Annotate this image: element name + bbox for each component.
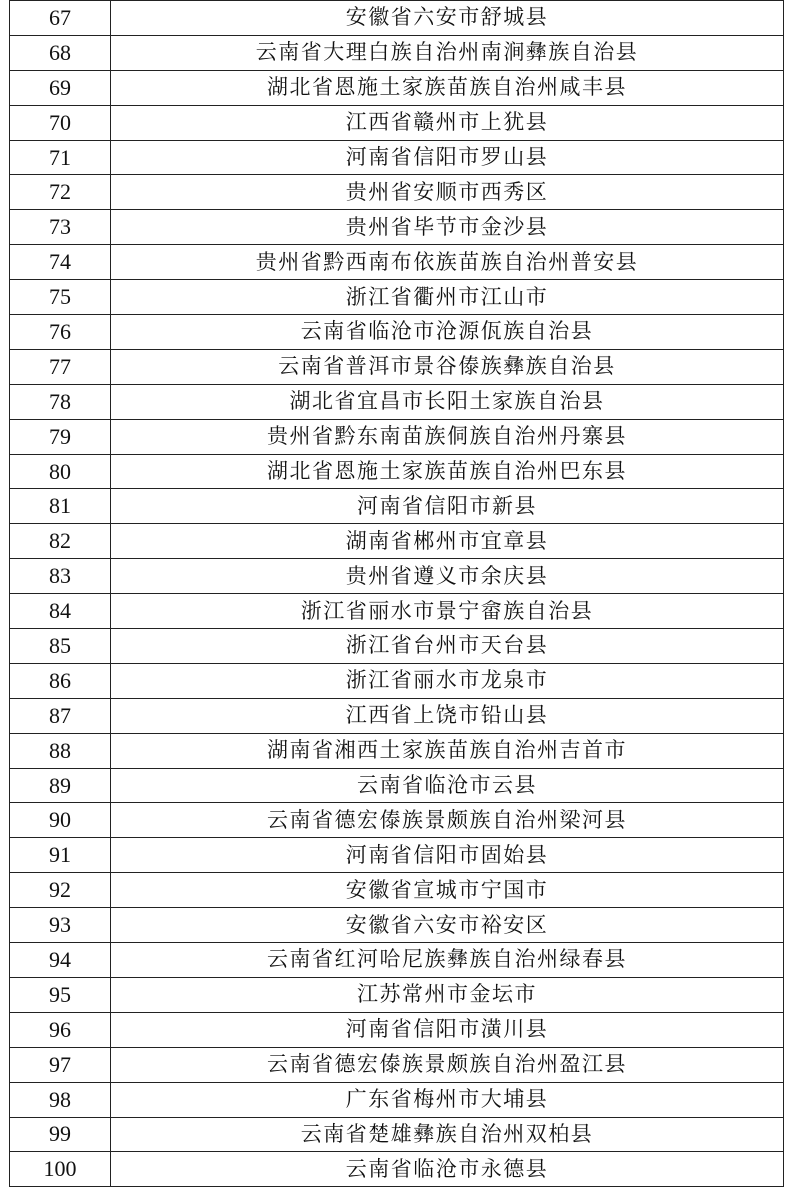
row-number: 71: [10, 140, 111, 175]
county-name: 安徽省宣城市宁国市: [111, 873, 784, 908]
table-row: [10, 349, 784, 384]
county-name: 河南省信阳市潢川县: [111, 1012, 784, 1047]
row-number: 99: [10, 1117, 111, 1152]
row-number: 69: [10, 70, 111, 105]
county-name: 云南省临沧市云县: [111, 768, 784, 803]
row-number: 98: [10, 1082, 111, 1117]
county-name: 浙江省衢州市江山市: [111, 280, 784, 315]
county-name: 贵州省黔西南布依族苗族自治州普安县: [111, 245, 784, 280]
county-list-body: [10, 1, 784, 1187]
row-number: 85: [10, 629, 111, 664]
table-row: [10, 803, 784, 838]
table-row: [10, 245, 784, 280]
county-list-table: [9, 0, 784, 1187]
county-name: 广东省梅州市大埔县: [111, 1082, 784, 1117]
table-row: [10, 838, 784, 873]
row-number: 77: [10, 349, 111, 384]
table-row: [10, 873, 784, 908]
row-number: 73: [10, 210, 111, 245]
row-number: 68: [10, 35, 111, 70]
county-list-page: [9, 0, 784, 1187]
table-row: [10, 70, 784, 105]
table-row: [10, 559, 784, 594]
row-number: 81: [10, 489, 111, 524]
county-name: 湖北省宜昌市长阳土家族自治县: [111, 384, 784, 419]
row-number: 95: [10, 977, 111, 1012]
table-row: [10, 1082, 784, 1117]
table-row: [10, 175, 784, 210]
county-name: 河南省信阳市新县: [111, 489, 784, 524]
row-number: 94: [10, 943, 111, 978]
table-row: [10, 629, 784, 664]
county-name: 安徽省六安市裕安区: [111, 908, 784, 943]
row-number: 67: [10, 1, 111, 36]
table-row: [10, 1152, 784, 1187]
row-number: 92: [10, 873, 111, 908]
table-row: [10, 908, 784, 943]
row-number: 100: [10, 1152, 111, 1187]
row-number: 84: [10, 594, 111, 629]
county-name: 云南省大理白族自治州南涧彝族自治县: [111, 35, 784, 70]
table-row: [10, 315, 784, 350]
row-number: 87: [10, 698, 111, 733]
table-row: [10, 663, 784, 698]
county-name: 云南省普洱市景谷傣族彝族自治县: [111, 349, 784, 384]
table-row: [10, 768, 784, 803]
table-row: [10, 594, 784, 629]
county-name: 贵州省黔东南苗族侗族自治州丹寨县: [111, 419, 784, 454]
county-name: 浙江省台州市天台县: [111, 629, 784, 664]
row-number: 90: [10, 803, 111, 838]
county-name: 湖南省湘西土家族苗族自治州吉首市: [111, 733, 784, 768]
county-name: 浙江省丽水市龙泉市: [111, 663, 784, 698]
row-number: 89: [10, 768, 111, 803]
table-row: [10, 105, 784, 140]
table-row: [10, 384, 784, 419]
row-number: 70: [10, 105, 111, 140]
county-name: 湖北省恩施土家族苗族自治州巴东县: [111, 454, 784, 489]
table-row: [10, 733, 784, 768]
table-row: [10, 140, 784, 175]
county-name: 云南省红河哈尼族彝族自治州绿春县: [111, 943, 784, 978]
county-name: 云南省楚雄彝族自治州双柏县: [111, 1117, 784, 1152]
row-number: 82: [10, 524, 111, 559]
table-row: [10, 1012, 784, 1047]
county-name: 贵州省遵义市余庆县: [111, 559, 784, 594]
county-name: 贵州省毕节市金沙县: [111, 210, 784, 245]
county-name: 江西省上饶市铅山县: [111, 698, 784, 733]
row-number: 79: [10, 419, 111, 454]
row-number: 93: [10, 908, 111, 943]
county-name: 江西省赣州市上犹县: [111, 105, 784, 140]
county-name: 贵州省安顺市西秀区: [111, 175, 784, 210]
county-name: 河南省信阳市罗山县: [111, 140, 784, 175]
table-row: [10, 977, 784, 1012]
table-row: [10, 698, 784, 733]
county-name: 浙江省丽水市景宁畲族自治县: [111, 594, 784, 629]
row-number: 88: [10, 733, 111, 768]
county-name: 湖南省郴州市宜章县: [111, 524, 784, 559]
row-number: 76: [10, 315, 111, 350]
table-row: [10, 1117, 784, 1152]
county-name: 安徽省六安市舒城县: [111, 1, 784, 36]
table-row: [10, 210, 784, 245]
row-number: 72: [10, 175, 111, 210]
county-name: 湖北省恩施土家族苗族自治州咸丰县: [111, 70, 784, 105]
county-name: 云南省临沧市沧源佤族自治县: [111, 315, 784, 350]
row-number: 96: [10, 1012, 111, 1047]
row-number: 74: [10, 245, 111, 280]
county-name: 云南省临沧市永德县: [111, 1152, 784, 1187]
table-row: [10, 35, 784, 70]
table-row: [10, 489, 784, 524]
row-number: 75: [10, 280, 111, 315]
table-row: [10, 280, 784, 315]
county-name: 江苏常州市金坛市: [111, 977, 784, 1012]
table-row: [10, 454, 784, 489]
row-number: 97: [10, 1047, 111, 1082]
table-row: [10, 1047, 784, 1082]
row-number: 91: [10, 838, 111, 873]
table-row: [10, 419, 784, 454]
row-number: 78: [10, 384, 111, 419]
county-name: 河南省信阳市固始县: [111, 838, 784, 873]
table-row: [10, 524, 784, 559]
table-row: [10, 943, 784, 978]
row-number: 86: [10, 663, 111, 698]
county-name: 云南省德宏傣族景颇族自治州梁河县: [111, 803, 784, 838]
row-number: 80: [10, 454, 111, 489]
table-row: [10, 1, 784, 36]
row-number: 83: [10, 559, 111, 594]
county-name: 云南省德宏傣族景颇族自治州盈江县: [111, 1047, 784, 1082]
